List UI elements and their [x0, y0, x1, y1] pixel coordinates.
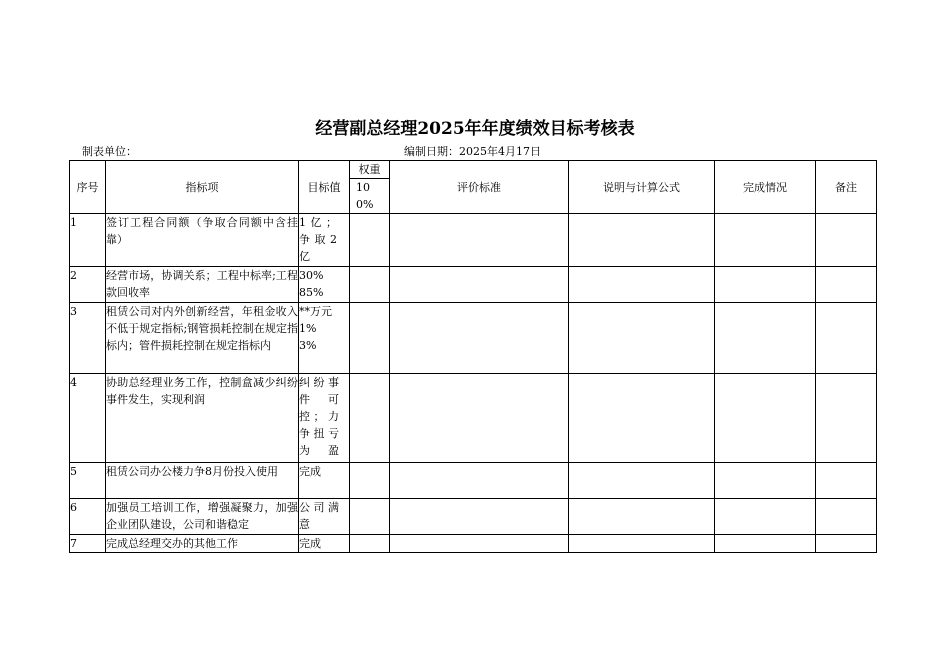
- header-target: 目标值: [299, 161, 350, 214]
- row-item: 租赁公司对内外创新经营，年租金收入不低于规定指标;钢管损耗控制在规定指标内；管件损耗控制在规定指标内: [106, 303, 299, 374]
- date-label: 编制日期：2025年4月17日: [404, 145, 541, 158]
- row-target: 完成: [299, 535, 350, 553]
- table-row: [70, 267, 877, 303]
- row-criteria: [390, 535, 569, 553]
- header-formula: 说明与计算公式: [569, 161, 715, 214]
- row-weight: [350, 374, 390, 463]
- row-target: [299, 499, 350, 535]
- row-seq: 6: [70, 499, 106, 535]
- row-weight: [350, 463, 390, 499]
- row-formula: [569, 267, 715, 303]
- kpi-table: [69, 160, 877, 553]
- row-seq: 4: [70, 374, 106, 463]
- row-item: 签订工程合同额（争取合同额中含挂靠）: [106, 214, 299, 267]
- document-title: 经营副总经理2025年年度绩效目标考核表: [315, 119, 635, 139]
- row-formula: [569, 463, 715, 499]
- row-item: 加强员工培训工作，增强凝聚力，加强企业团队建设，公司和谐稳定: [106, 499, 299, 535]
- row-target-text: 纠纷事件可控；力争扭亏为盈: [299, 376, 339, 457]
- header-item: 指标项: [106, 161, 299, 214]
- header-status: 完成情况: [715, 161, 816, 214]
- row-formula: [569, 374, 715, 463]
- table-row: [70, 214, 877, 267]
- row-status: [715, 374, 816, 463]
- unit-label: 制表单位：: [82, 145, 137, 158]
- row-remark: [816, 463, 877, 499]
- row-criteria: [390, 267, 569, 303]
- header-seq: 序号: [70, 161, 106, 214]
- row-status: [715, 535, 816, 553]
- row-criteria: [390, 374, 569, 463]
- row-weight: [350, 214, 390, 267]
- row-target: 完成: [299, 463, 350, 499]
- row-target-text: 1亿；争取2亿: [299, 216, 337, 263]
- row-remark: [816, 374, 877, 463]
- row-remark: [816, 535, 877, 553]
- table-row: [70, 499, 877, 535]
- row-weight: [350, 267, 390, 303]
- row-remark: [816, 499, 877, 535]
- row-seq: 2: [70, 267, 106, 303]
- row-criteria: [390, 214, 569, 267]
- row-status: [715, 267, 816, 303]
- table-row: [70, 535, 877, 553]
- row-formula: [569, 535, 715, 553]
- row-weight: [350, 499, 390, 535]
- row-status: [715, 463, 816, 499]
- row-item: 经营市场，协调关系；工程中标率;工程款回收率: [106, 267, 299, 303]
- row-seq: 7: [70, 535, 106, 553]
- row-criteria: [390, 303, 569, 374]
- row-formula: [569, 214, 715, 267]
- row-formula: [569, 499, 715, 535]
- row-remark: [816, 303, 877, 374]
- row-remark: [816, 267, 877, 303]
- row-target: **万元 1% 3%: [299, 303, 350, 374]
- row-seq: 5: [70, 463, 106, 499]
- header-row: [70, 161, 877, 179]
- row-target-text: 公司满意: [299, 501, 339, 531]
- row-item: 协助总经理业务工作，控制盒减少纠纷事件发生，实现利润: [106, 374, 299, 463]
- header-criteria: 评价标准: [390, 161, 569, 214]
- row-seq: 1: [70, 214, 106, 267]
- row-target: 30% 85%: [299, 267, 350, 303]
- row-remark: [816, 214, 877, 267]
- row-status: [715, 303, 816, 374]
- table-row: [70, 374, 877, 463]
- header-weight-total: [350, 179, 390, 214]
- row-seq: 3: [70, 303, 106, 374]
- row-weight: [350, 303, 390, 374]
- row-criteria: [390, 499, 569, 535]
- weight-total-text: 100%: [356, 181, 374, 211]
- row-criteria: [390, 463, 569, 499]
- table-row: [70, 303, 877, 374]
- row-status: [715, 499, 816, 535]
- row-weight: [350, 535, 390, 553]
- row-status: [715, 214, 816, 267]
- row-item: 租赁公司办公楼力争8月份投入使用: [106, 463, 299, 499]
- row-target: [299, 214, 350, 267]
- row-formula: [569, 303, 715, 374]
- header-remark: 备注: [816, 161, 877, 214]
- header-weight: 权重: [350, 161, 390, 179]
- row-target: [299, 374, 350, 463]
- table-row: [70, 463, 877, 499]
- row-item: 完成总经理交办的其他工作: [106, 535, 299, 553]
